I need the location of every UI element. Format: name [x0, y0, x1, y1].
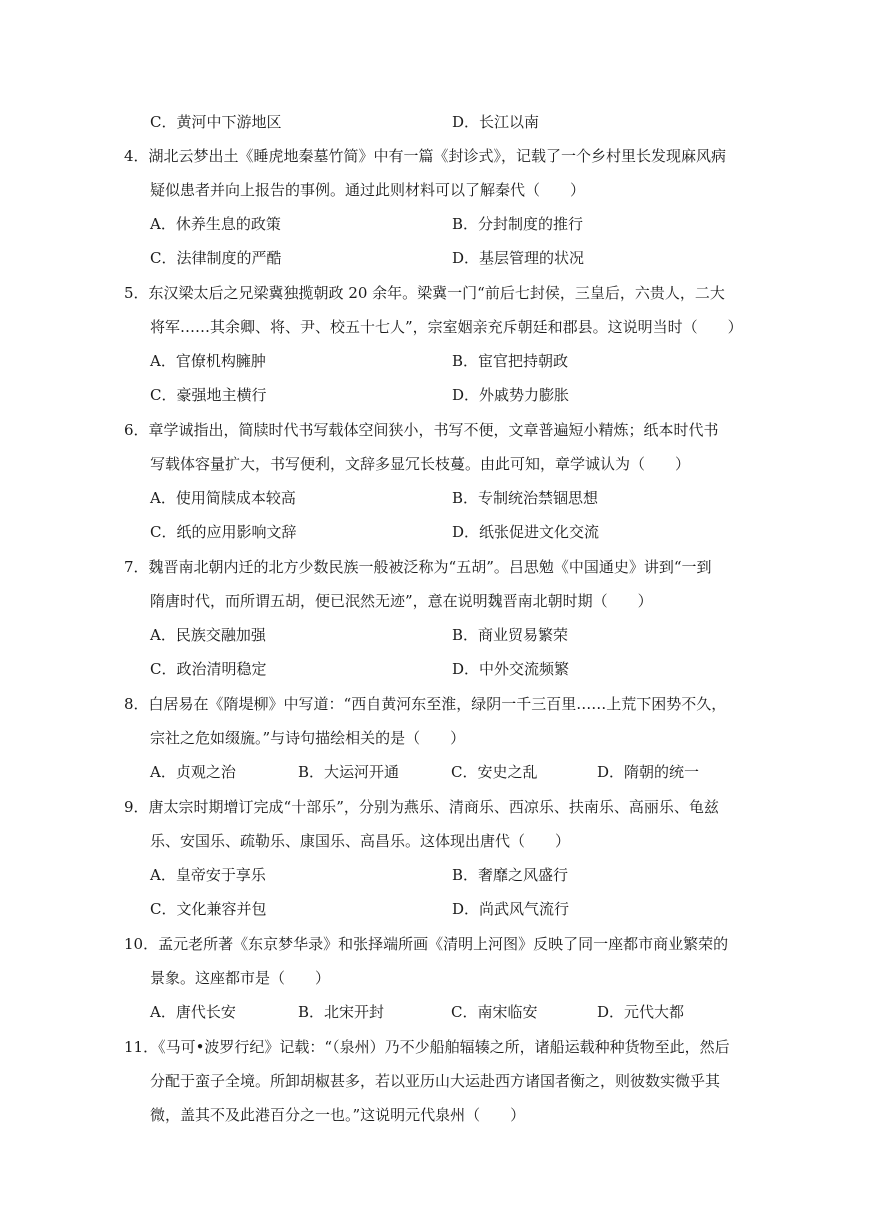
q5-stem-line-2: 将军……其余卿、将、尹、校五十七人”，宗室姻亲充斥朝廷和郡县。这说明当时（ ）: [150, 318, 743, 336]
q6-option-b: B．专制统治禁锢思想: [452, 489, 599, 507]
q6-stem-line-1: 6．章学诚指出，简牍时代书写载体空间狭小，书写不便，文章普遍短小精炼；纸本时代书: [124, 421, 719, 439]
q7-stem-line-1: 7．魏晋南北朝内迁的北方少数民族一般被泛称为“五胡”。吕思勉《中国通史》讲到“一到: [124, 558, 712, 576]
q4-option-a: A．休养生息的政策: [150, 215, 281, 233]
q6-option-d: D．纸张促进文化交流: [452, 523, 600, 541]
q5-option-d: D．外戚势力膨胀: [452, 386, 570, 404]
q3-option-c: C．黄河中下游地区: [150, 113, 282, 131]
q7-option-d: D．中外交流频繁: [452, 660, 570, 678]
q7-option-b: B．商业贸易繁荣: [452, 626, 569, 644]
q6-option-a: A．使用简牍成本较高: [150, 489, 296, 507]
q10-stem-line-1: 10．孟元老所著《东京梦华录》和张择端所画《清明上河图》反映了同一座都市商业繁荣的: [124, 935, 729, 953]
q5-stem-line-1: 5．东汉梁太后之兄梁冀独揽朝政 20 余年。梁冀一门“前后七封侯，三皇后，六贵人，二大: [124, 284, 725, 302]
q8-stem-line-1: 8．白居易在《隋堤柳》中写道：“西自黄河东至淮，绿阴一千三百里……上荒下困势不久，: [124, 695, 727, 713]
q9-stem-line-1: 9．唐太宗时期增订完成“十部乐”，分别为燕乐、清商乐、西凉乐、扶南乐、高丽乐、龟兹: [124, 798, 719, 816]
q10-option-a: A．唐代长安: [150, 1003, 236, 1021]
q4-option-c: C．法律制度的严酷: [150, 249, 282, 267]
q9-option-d: D．尚武风气流行: [452, 900, 570, 918]
q10-option-c: C．南宋临安: [451, 1003, 538, 1021]
q4-option-d: D．基层管理的状况: [452, 249, 585, 267]
q8-stem-line-2: 宗社之危如缀旒。”与诗句描绘相关的是（ ）: [150, 729, 466, 747]
q4-option-b: B．分封制度的推行: [452, 215, 584, 233]
q7-option-c: C．政治清明稳定: [150, 660, 267, 678]
q8-option-b: B．大运河开通: [298, 763, 400, 781]
q9-option-c: C．文化兼容并包: [150, 900, 267, 918]
q5-option-a: A．官僚机构臃肿: [150, 352, 266, 370]
q9-option-a: A．皇帝安于享乐: [150, 866, 266, 884]
q6-option-c: C．纸的应用影响文辞: [150, 523, 297, 541]
q10-stem-line-2: 景象。这座都市是（ ）: [150, 969, 331, 987]
q8-option-d: D．隋朝的统一: [597, 763, 700, 781]
q5-option-b: B．宦官把持朝政: [452, 352, 569, 370]
q8-option-c: C．安史之乱: [451, 763, 538, 781]
q10-option-d: D．元代大都: [597, 1003, 685, 1021]
q11-stem-line-1: 11．《马可•波罗行纪》记载：“（泉州）乃不少船舶辐辏之所，诸船运载种种货物至此，然后: [124, 1038, 730, 1056]
q9-stem-line-2: 乐、安国乐、疏勒乐、康国乐、高昌乐。这体现出唐代（ ）: [150, 832, 571, 850]
q3-option-d: D．长江以南: [452, 113, 540, 131]
q6-stem-line-2: 写载体容量扩大，书写便利，文辞多显冗长枝蔓。由此可知，章学诚认为（ ）: [150, 455, 691, 473]
q7-stem-line-2: 隋唐时代，而所谓五胡，便已泯然无迹”，意在说明魏晋南北朝时期（ ）: [150, 592, 653, 610]
q10-option-b: B．北宋开封: [298, 1003, 385, 1021]
q4-stem-line-1: 4．湖北云梦出土《睡虎地秦墓竹简》中有一篇《封诊式》，记载了一个乡村里长发现麻风病: [124, 147, 727, 165]
q5-option-c: C．豪强地主横行: [150, 386, 267, 404]
q8-option-a: A．贞观之治: [150, 763, 236, 781]
q11-stem-line-2: 分配于蛮子全境。所卸胡椒甚多，若以亚历山大运赴西方诸国者衡之，则彼数实微乎其: [150, 1072, 721, 1090]
q11-stem-line-3: 微，盖其不及此港百分之一也。”这说明元代泉州（ ）: [150, 1106, 526, 1124]
q7-option-a: A．民族交融加强: [150, 626, 266, 644]
q4-stem-line-2: 疑似患者并向上报告的事例。通过此则材料可以了解秦代（ ）: [150, 181, 586, 199]
q9-option-b: B．奢靡之风盛行: [452, 866, 569, 884]
